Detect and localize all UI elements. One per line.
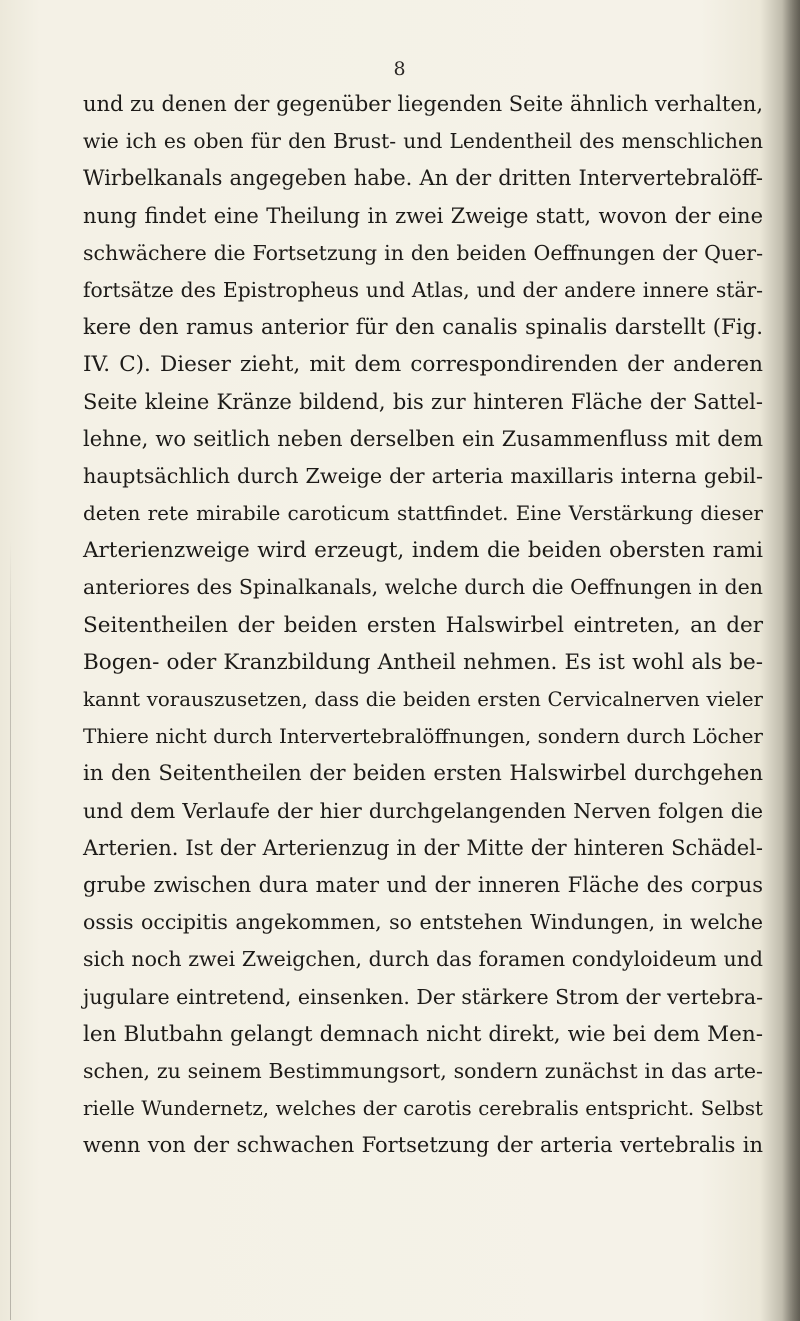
text-line: schwächere die Fortsetzung in den beiden Oeffnungen der Quer- xyxy=(83,240,763,265)
text-line: lehne, wo seitlich neben derselben ein Zusammenfluss mit dem xyxy=(83,426,763,451)
text-line: sich noch zwei Zweigchen, durch das foramen condyloideum und xyxy=(83,947,763,972)
text-line: IV. C). Dieser zieht, mit dem correspondirenden der anderen xyxy=(83,352,763,378)
text-line: wenn von der schwachen Fortsetzung der arteria vertebralis in xyxy=(83,1133,763,1158)
text-line: kannt vorauszusetzen, dass die beiden ersten Cervicalnerven vieler xyxy=(83,688,763,711)
text-line: grube zwischen dura mater und der inneren Fläche des corpus xyxy=(83,872,763,897)
body-text xyxy=(83,86,763,1164)
text-line: Thiere nicht durch Intervertebralöffnungen, sondern durch Löcher xyxy=(83,724,763,749)
text-line: Arterien. Ist der Arterienzug in der Mitte der hinteren Schädel- xyxy=(83,835,763,860)
text-line: kere den ramus anterior für den canalis spinalis darstellt (Fig. xyxy=(83,315,763,341)
text-line: und zu denen der gegenüber liegenden Seite ähnlich verhalten, xyxy=(83,92,763,116)
text-line: fortsätze des Epistropheus und Atlas, und der andere innere stär- xyxy=(83,277,763,302)
text-line: ossis occipitis angekommen, so entstehen Windungen, in welche xyxy=(83,910,763,935)
text-line: anteriores des Spinalkanals, welche durch die Oeffnungen in den xyxy=(83,575,763,600)
page-number: 8 xyxy=(393,58,407,80)
text-line: und dem Verlaufe der hier durchgelangenden Nerven folgen die xyxy=(83,798,763,823)
text-line: nung findet eine Theilung in zwei Zweige statt, wovon der eine xyxy=(83,203,763,228)
text-line: in den Seitentheilen der beiden ersten Halswirbel durchgehen xyxy=(83,761,763,787)
text-line: Bogen- oder Kranzbildung Antheil nehmen. Es ist wohl als be- xyxy=(83,649,763,675)
text-line: wie ich es oben für den Brust- und Lendentheil des menschlichen xyxy=(83,129,763,154)
margin-line xyxy=(10,540,11,1320)
text-line: Seite kleine Kränze bildend, bis zur hinteren Fläche der Sattel- xyxy=(83,389,763,414)
text-line: jugulare eintretend, einsenken. Der stärkere Strom der vertebra- xyxy=(83,984,764,1009)
text-line: len Blutbahn gelangt demnach nicht direkt, wie bei dem Men- xyxy=(83,1021,763,1047)
text-line: Arterienzweige wird erzeugt, indem die beiden obersten rami xyxy=(83,538,763,564)
text-line: hauptsächlich durch Zweige der arteria maxillaris interna gebil- xyxy=(83,463,763,488)
text-line: deten rete mirabile caroticum stattfindet. Eine Verstärkung dieser xyxy=(83,501,763,526)
text-line: Seitentheilen der beiden ersten Halswirbel eintreten, an der xyxy=(83,612,763,638)
page-edge-shadow xyxy=(782,0,800,1321)
text-line: rielle Wundernetz, welches der carotis cerebralis entspricht. Selbst xyxy=(83,1097,763,1121)
text-line: schen, zu seinem Bestimmungsort, sondern zunächst in das arte- xyxy=(83,1058,763,1083)
text-line: Wirbelkanals angegeben habe. An der dritten Intervertebralöff- xyxy=(83,166,763,191)
